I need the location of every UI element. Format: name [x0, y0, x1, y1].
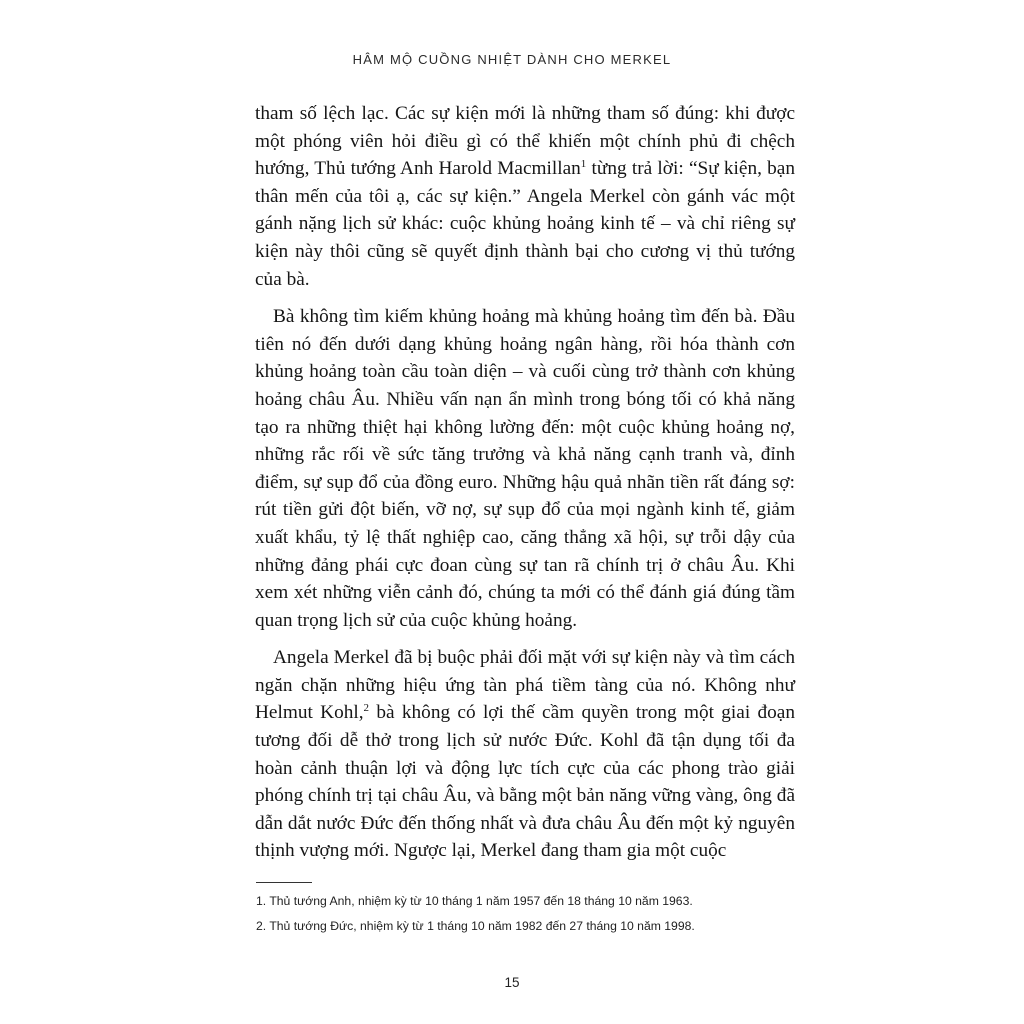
paragraph-2: Bà không tìm kiếm khủng hoảng mà khủng hoảng tìm đến bà. Đầu tiên nó đến dưới dạng khủng hoảng ngân hàng, rồi hóa thành cơn khủng hoảng toàn cầu toàn diện – và cuối cùng trở thành cơn khủng hoảng châu Âu. Nhiều vấn nạn ẩn mình trong bóng tối có khả năng tạo ra những thiệt hại không lường đến: một cuộc khủng hoảng nợ, những rắc rối về sức tăng trưởng và khả năng cạnh tranh và, đỉnh điểm, sự sụp đổ của đồng euro. Những hậu quả nhãn tiền rất đáng sợ: rút tiền gửi đột biến, vỡ nợ, sự sụp đổ của mọi ngành kinh tế, giảm xuất khẩu, tỷ lệ thất nghiệp cao, căng thẳng xã hội, sự trỗi dậy của những đảng phái cực đoan cùng sự tan rã chính trị ở châu Âu. Khi xem xét những viễn cảnh đó, chúng ta mới có thể đánh giá đúng tầm quan trọng lịch sử của cuộc khủng hoảng. — [255, 306, 795, 631]
footnote-ref-1: 1 — [580, 158, 587, 171]
footnotes — [256, 893, 816, 943]
footnote-1: 1. Thủ tướng Anh, nhiệm kỳ từ 10 tháng 1 năm 1957 đến 18 tháng 10 năm 1963. — [256, 894, 693, 908]
paragraph-3-text-a: Angela Merkel đã bị buộc phải đối mặt với sự kiện này và tìm cách ngăn chặn những hiệu ứng tàn phá tiềm tàng của nó. Không như Helmut Kohl, — [255, 647, 795, 724]
footnote-divider — [256, 882, 312, 883]
body-text — [255, 100, 795, 875]
running-head: HÂM MỘ CUỒNG NHIỆT DÀNH CHO MERKEL — [352, 52, 672, 67]
paragraph-1-text-b: từng trả lời: “Sự kiện, bạn thân mến của tôi ạ, các sự kiện.” Angela Merkel còn gánh vác một gánh nặng lịch sử khác: cuộc khủng hoảng kinh tế – và chỉ riêng sự kiện này thôi cũng sẽ quyết định thành bại cho cương vị thủ tướng của bà. — [255, 158, 796, 290]
paragraph-1-text-a: tham số lệch lạc. Các sự kiện mới là những tham số đúng: khi được một phóng viên hỏi điều gì có thể khiến một chính phủ đi chệch hướng, Thủ tướng Anh Harold Macmillan — [255, 103, 795, 180]
footnote-2: 2. Thủ tướng Đức, nhiệm kỳ từ 1 tháng 10 năm 1982 đến 27 tháng 10 năm 1998. — [256, 919, 695, 933]
paragraph-3-text-b: bà không có lợi thế cầm quyền trong một giai đoạn tương đối dễ thở trong lịch sử nước Đức. Kohl đã tận dụng tối đa hoàn cảnh thuận lợi và động lực tích cực của các phong trào giải phóng chính trị tại châu Âu, và bằng một bản năng vững vàng, ông đã dẫn dắt nước Đức đến thống nhất và đưa châu Âu đến một kỷ nguyên thịnh vượng mới. Ngược lại, Merkel đang tham gia một cuộc — [255, 702, 795, 862]
paragraph-3 — [255, 644, 795, 865]
page-number: 15 — [504, 975, 520, 990]
footnote-ref-2: 2 — [363, 702, 370, 715]
paragraph-1 — [255, 100, 795, 293]
